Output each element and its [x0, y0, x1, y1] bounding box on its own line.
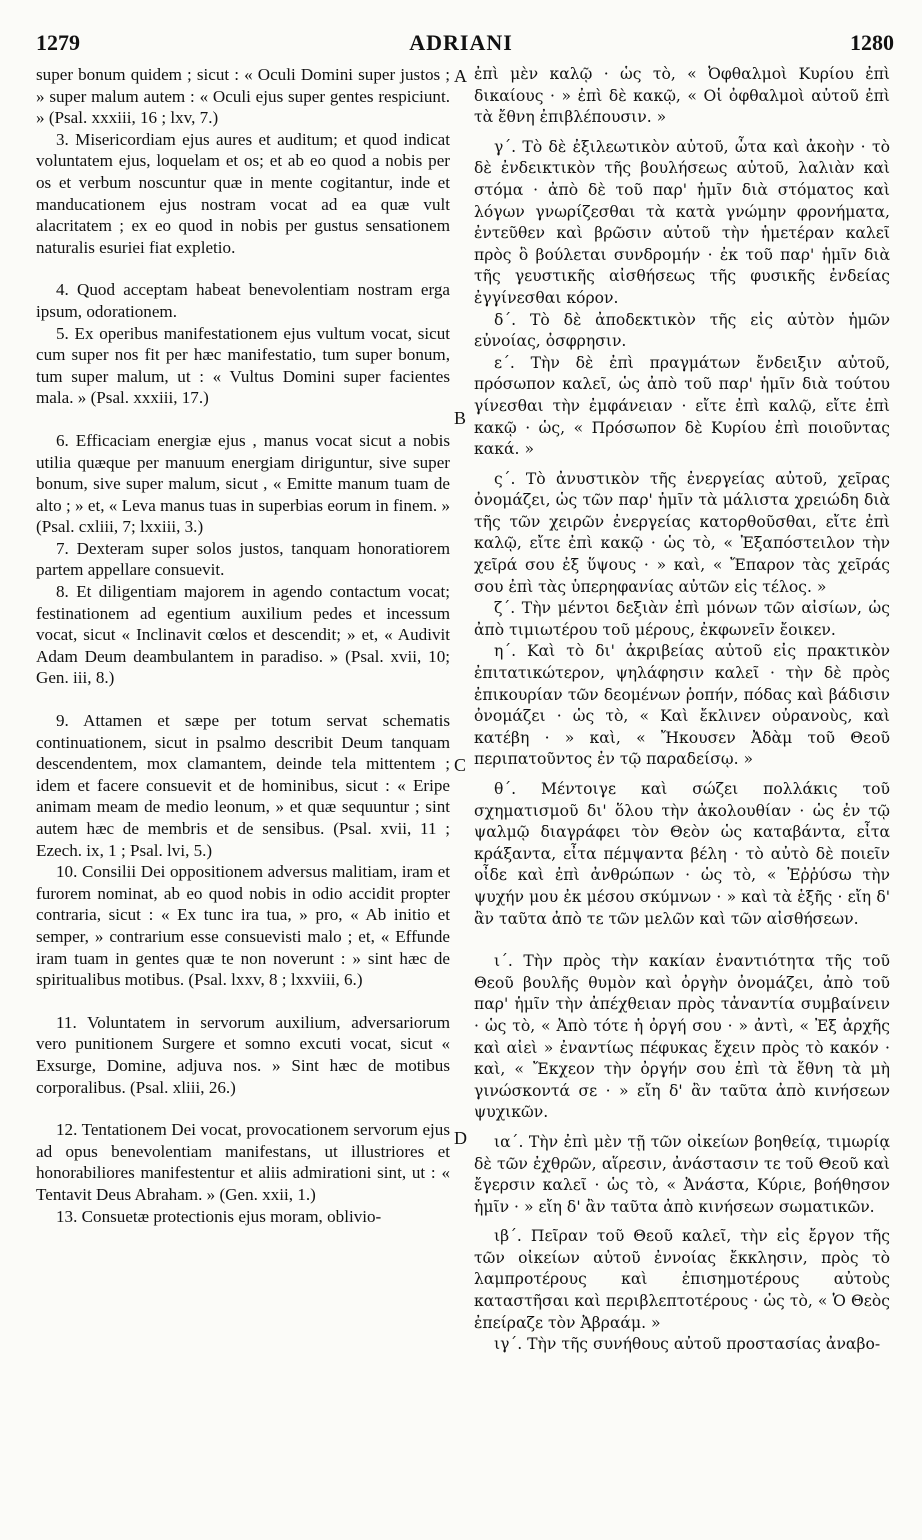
- paragraph-gap: [36, 409, 450, 430]
- latin-paragraph: 7. Dexteram super solos justos, tanquam honoratiorem partem appellare consuevit.: [36, 538, 450, 580]
- margin-marker-c: C: [454, 755, 467, 775]
- paragraph-gap: [474, 461, 890, 469]
- greek-paragraph: ιβ΄. Πεῖραν τοῦ Θεοῦ καλεῖ, τὴν εἰς ἔργον τῆς τῶν οἰκείων αὐτοῦ ἐννοίας ἔκκλησιν, πρὸς τὸ λαμπροτέρους καὶ ἐπισημοτέρους αὐτοὺς καταστῆσαι καὶ περιβλεπτοτέρους · ὡς τὸ, « Ὁ Θεὸς ἐπείραζε τὸν Ἀβραάμ. »: [474, 1227, 890, 1332]
- latin-paragraph: super bonum quidem ; sicut : « Oculi Domini super justos ; » super malum autem : « Oculi ejus super gentes respiciunt. » (Psal. xxxiii, 16 ; lxv, 7.): [36, 65, 450, 128]
- page-header: [0, 30, 922, 66]
- greek-paragraph: δ΄. Τὸ δὲ ἀποδεκτικὸν τῆς εἰς αὐτὸν ἡμῶν εὐνοίας, ὀσφρησιν.: [474, 310, 890, 351]
- latin-paragraph: 10. Consilii Dei oppositionem adversus malitiam, iram et furorem nominat, ab eo quod nobis in odio accidit propter contraria, sicut : « Ex tunc ira tua, » pro, « Ab initio et semper, » contrarium esse consuevisti malo ; et, « Effunde iram tuam in gentes quæ te non noverunt : » sint hæc de spiritualibus motibus. (Psal. lxxv, 8 ; lxxviii, 6.): [36, 862, 450, 990]
- greek-paragraph: γ΄. Τὸ δὲ ἐξιλεωτικὸν αὐτοῦ, ὦτα καὶ ἀκοὴν · τὸ δὲ ἐνδεικτικὸν τῆς βουλήσεως αὐτοῦ, λαλιὰν καὶ στόμα · ἀπὸ δὲ τοῦ παρ' ἡμῖν διὰ στόματος καὶ λόγων γνωρίζεσθαι τὰ κατὰ γνώμην φρονήματα, ἐντεῦθεν καὶ βρῶσιν αὐτοῦ τὴν ἡμετέραν καλεῖ πρὸς ὃ βούλεται συνδρομήν · ἐκ τοῦ παρ' ἡμῖν διὰ τῆς γευστικῆς αἰσθήσεως τῆς φυσικῆς ἐνδείας ἐγγίνεσθαι κόρον.: [474, 137, 890, 307]
- latin-paragraph: 6. Efficaciam energiæ ejus , manus vocat sicut a nobis utilia quæque per manuum energiam diriguntur, sive super bonum, sive super malum, sicut , « Emitte manum tuam de alto ; » et, « Leva manus tuas in superbias eorum in finem. » (Psal. cxliii, 7; lxxiii, 3.): [36, 430, 450, 537]
- paragraph-gap: [36, 689, 450, 710]
- greek-paragraph: ἐπὶ μὲν καλῷ · ὡς τὸ, « Ὀφθαλμοὶ Κυρίου ἐπὶ δικαίους · » ἐπὶ δὲ κακῷ, « Οἱ ὀφθαλμοὶ αὐτοῦ ἐπὶ τὰ ἔθνη ἐπιβλέπουσιν. »: [474, 65, 890, 127]
- paragraph-gap: [474, 1124, 890, 1132]
- latin-paragraph: 3. Misericordiam ejus aures et auditum; et quod indicat voluntatem ejus, loquelam et os; et ab eo quod a nobis per os et verbum noscuntur quæ in mente cogitantur, inde et manducationem ejus nostram vocat ad ea quæ vult alacritatem ; ex eo quod in nobis per gustus sensationem naturalis esuriei fiat expletio.: [36, 129, 450, 257]
- latin-paragraph: 9. Attamen et sæpe per totum servat schematis continuationem, sicut in psalmo describit Deum tanquam descendentem, mox clamantem, deinde tela mittentem ; idem et facere consuevit et de hominibus, sicut : « Eripe animam meam de medio leonum, » et quæ sequuntur ; sint autem hæc de membris et de sensibus. (Psal. xvii, 11 ; Ezech. ix, 1 ; Psal. lvi, 5.): [36, 711, 450, 860]
- paragraph-gap: [474, 771, 890, 779]
- paragraph-gap: [474, 930, 890, 951]
- page-number-left: 1279: [36, 30, 80, 55]
- greek-paragraph: ς΄. Τὸ ἀνυστικὸν τῆς ἐνεργείας αὐτοῦ, χεῖρας ὀνομάζει, ὡς τῶν παρ' ἡμῖν τὰ μάλιστα χρειώδη διὰ τῆς τῶν χειρῶν ἐνεργείας κατορθοῦσθαι, εἴτε ἐπὶ καλῷ, εἴτε ἐπὶ κακῷ · ὡς τὸ, « Ἐξαπόστειλον τὴν χεῖρά σου ἐξ ὕψους · » καὶ, « Ἔπαρον τὰς χεῖράς σου ἐπὶ τὰς ὑπερηφανίας αὐτῶν εἰς τέλος. »: [474, 469, 890, 596]
- greek-paragraph: ζ΄. Τὴν μέντοι δεξιὰν ἐπὶ μόνων τῶν αἰσίων, ὡς ἀπὸ τιμιωτέρου τοῦ μέρους, ἐκφωνεῖν ἔοικεν.: [474, 599, 890, 639]
- paragraph-gap: [36, 1098, 450, 1119]
- paragraph-gap: [36, 991, 450, 1012]
- greek-paragraph: θ΄. Μέντοιγε καὶ σώζει πολλάκις τοῦ σχηματισμοῦ δι' ὅλου τὴν ἀκολουθίαν · ὡς ἐν τῷ ψαλμῷ διαγράφει τὸν Θεὸν ὡς καταβάντα, εἶτα κράξαντα, εἶτα πέμψαντα βέλη · τὸ αὐτὸ δὲ ποιεῖν οἶδε καὶ ἐπὶ ἀνθρώπων · ὡς τὸ, « Ἐῤῥύσω τὴν ψυχήν μου ἐκ μέσου σκύμνων · » καὶ τὰ ἑξῆς · εἴη δ' ἂν ταῦτα ἀπὸ τε τῶν μελῶν καὶ τῶν αἰσθήσεων.: [474, 780, 890, 928]
- greek-paragraph: ι΄. Τὴν πρὸς τὴν κακίαν ἐναντιότητα τῆς τοῦ Θεοῦ βουλῆς θυμὸν καὶ ὀργὴν ὀνομάζει, ἀπὸ τοῦ παρ' ἡμῖν τὴν ἀπέχθειαν πρὸς τἀναντία συμβαίνειν · ὡς τὸ, « Ἀπὸ τότε ἡ ὀργή σου · » ἀντὶ, « Ἐξ ἀρχῆς καὶ αἰεὶ » ἐναντίως πέφυκας ἔχειν πρὸς τὸ κακόν · καὶ, « Ἔκχεον τὴν ὀργήν σου ἐπὶ τὰ ἔθνη τὰ μὴ γινώσκοντά σε · » εἴη δ' ἂν ταῦτα ἀπὸ κινήσεων ψυχικῶν.: [474, 952, 890, 1122]
- greek-paragraph: ιγ΄. Τὴν τῆς συνήθους αὐτοῦ προστασίας ἀναβο-: [494, 1335, 881, 1354]
- margin-marker-a: A: [454, 66, 467, 86]
- greek-paragraph: ε΄. Τὴν δὲ ἐπὶ πραγμάτων ἔνδειξιν αὐτοῦ, πρόσωπον καλεῖ, ὡς ἀπὸ τοῦ παρ' ἡμῖν διὰ τούτου γίνεσθαι τὴν ἐμφάνειαν · εἴτε ἐπὶ καλῷ, εἴτε ἐπὶ κακῷ · ὡς, « Πρόσωπον δὲ Κυρίου ἐπὶ ποιοῦντας κακά. »: [474, 353, 890, 459]
- paragraph-gap: [36, 258, 450, 279]
- margin-marker-d: D: [454, 1128, 467, 1148]
- page-number-right: 1280: [850, 30, 894, 55]
- latin-paragraph: 11. Voluntatem in servorum auxilium, adversariorum vero punitionem Surgere et somno excuti vocat, sicut « Exsurge, Domine, adjuva nos. » Sint hæc de motibus corporalibus. (Psal. xliii, 26.): [36, 1012, 450, 1097]
- latin-paragraph: 13. Consuetæ protectionis ejus moram, oblivio-: [56, 1206, 382, 1226]
- latin-paragraph: 4. Quod acceptam habeat benevolentiam nostram erga ipsum, odorationem.: [36, 280, 450, 321]
- paragraph-gap: [474, 1218, 890, 1226]
- greek-paragraph: ια΄. Τὴν ἐπὶ μὲν τῇ τῶν οἰκείων βοηθείᾳ, τιμωρίᾳ δὲ τῶν ἐχθρῶν, αἵρεσιν, ἀνάστασιν τε τοῦ Θεοῦ καὶ ἔγερσιν καλεῖ · ὡς τὸ, « Ἀνάστα, Κύριε, βοήθησον ἡμῖν · » εἴη δ' ἂν ταῦτα ἀπὸ κινήσεων σωματικῶν.: [474, 1132, 890, 1216]
- latin-column: [36, 64, 450, 1227]
- paragraph-gap: [474, 129, 890, 137]
- latin-paragraph: 5. Ex operibus manifestationem ejus vultum vocat, sicut cum super nos fit per hæc manifestatio, tum super bonum, tum super malum, ut : « Vultus Domini super facientes mala. » (Psal. xxxiii, 17.): [36, 323, 450, 408]
- margin-marker-b: B: [454, 408, 467, 428]
- latin-paragraph: 8. Et diligentiam majorem in agendo contactum vocat; festinationem ad egentium auxilium pedes et incessum vocat, sicut « Inclinavit cœlos et descendit; » et, « Audivit Adam Deum deambulantem in paradiso. » (Psal. xvii, 10; Gen. iii, 8.): [36, 582, 450, 688]
- greek-paragraph: η΄. Καὶ τὸ δι' ἀκριβείας αὐτοῦ εἰς πρακτικὸν ἐπιτατικώτερον, ψηλάφησιν καλεῖ · τὴν δὲ πρὸς ἐπικουρίαν τῶν δεομένων ῥοπήν, πόδας καὶ βάδισιν ὀνομάζει · ὡς τὸ, « Καὶ ἔκλινεν οὐρανοὺς, καὶ κατέβη · » καὶ, « Ἤκουσεν Ἀδὰμ τοῦ Θεοῦ περιπατοῦντος ἐν τῷ παραδείσῳ. »: [474, 642, 890, 769]
- greek-column: [474, 64, 890, 1356]
- latin-paragraph: 12. Tentationem Dei vocat, provocationem servorum ejus ad opus benevolentiam manifestans, ut illustriores et honorabiliores manifestentur et aliis admirationi sint, ut : « Tentavit Deus Abraham. » (Gen. xxii, 1.): [36, 1120, 450, 1204]
- running-title: ADRIANI: [409, 30, 513, 55]
